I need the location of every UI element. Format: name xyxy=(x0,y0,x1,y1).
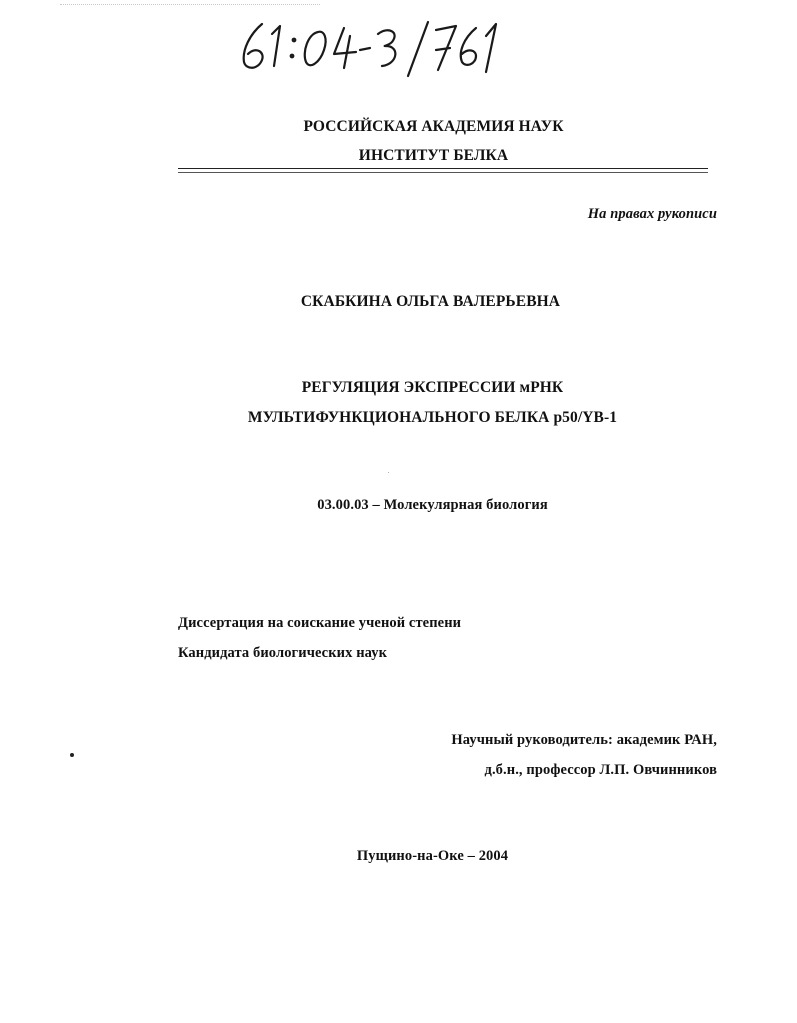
place-and-year: Пущино-на-Оке – 2004 xyxy=(356,848,509,864)
scientific-adviser-line-2: д.б.н., профессор Л.П. Овчинников xyxy=(484,762,717,778)
header-divider-secondary xyxy=(178,172,708,173)
dissertation-title-line-2: МУЛЬТИФУНКЦИОНАЛЬНОГО БЕЛКА p50/YB-1 xyxy=(247,409,618,426)
manuscript-rights-note: На правах рукописи xyxy=(587,206,717,222)
academy-name: РОССИЙСКАЯ АКАДЕМИЯ НАУК xyxy=(303,118,564,135)
dissertation-title-line-1: РЕГУЛЯЦИЯ ЭКСПРЕССИИ мРНК xyxy=(301,379,564,396)
author-name: СКАБКИНА ОЛЬГА ВАЛЕРЬЕВНА xyxy=(300,293,561,310)
scientific-adviser-line-1: Научный руководитель: академик РАН, xyxy=(451,732,717,748)
degree-statement-line-1: Диссертация на соискание ученой степени xyxy=(178,615,462,631)
institute-name: ИНСТИТУТ БЕЛКА xyxy=(358,147,509,164)
handwritten-catalog-code xyxy=(232,10,542,82)
scan-speck xyxy=(388,472,389,473)
handwritten-code-drawing xyxy=(232,10,542,82)
degree-statement-line-2: Кандидата биологических наук xyxy=(178,645,388,661)
header-divider xyxy=(178,168,708,169)
specialty-code: 03.00.03 – Молекулярная биология xyxy=(317,497,548,513)
scan-edge-mark xyxy=(60,4,320,5)
scan-speck xyxy=(70,753,74,757)
